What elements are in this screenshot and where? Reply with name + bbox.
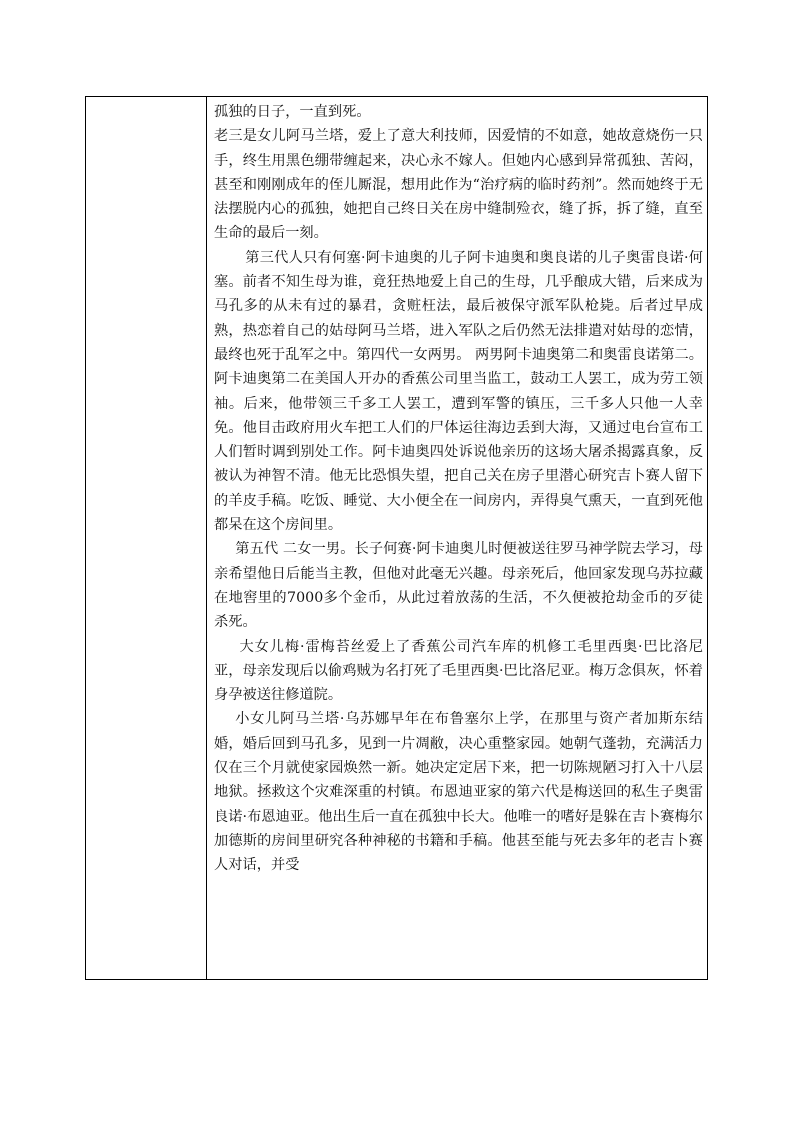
- table-left-cell: [86, 97, 207, 979]
- paragraph-1: 孤独的日子，一直到死。: [214, 104, 371, 120]
- paragraph-6: 小女儿阿马兰塔·乌苏娜早年在布鲁塞尔上学，在那里与资产者加斯东结婚，婚后回到马孔多，见到一片凋敝，决心重整家园。她朝气蓬勃，充满活力仅在三个月就使家园焕然一新。她决定定居下来，把一切陈规陋习打入十八层地狱。拯救这个灾难深重的村镇。布恩迪亚家的第六代是梅送回的私生子奥雷良诺·布恩迪亚。他出生后一直在孤独中长大。他唯一的嗜好是躲在吉卜赛梅尔加德斯的房间里研究各种神秘的书籍和手稿。他甚至能与死去多年的老吉卜赛人对话，并受: [214, 711, 703, 874]
- table-content-cell: [208, 97, 707, 979]
- paragraph-2: 老三是女儿阿马兰塔，爱上了意大利技师，因爱情的不如意，她故意烧伤一只手，终生用黑色绷带缠起来，决心永不嫁人。但她内心感到异常孤独、苦闷，甚至和刚刚成年的侄儿厮混，想用此作为“治疗病的临时药剂”。然而她终于无法摆脱内心的孤独，她把自己终日关在房中缝制殓衣，缝了拆，拆了缝，直至生命的最后一刻。: [214, 128, 703, 242]
- paragraph-4: 第五代 二女一男。长子何赛·阿卡迪奥儿时便被送往罗马神学院去学习，母亲希望他日后能当主教，但他对此毫无兴趣。母亲死后，他回家发现乌苏拉藏在地窖里的7000多个金币，从此过着放荡的生活，不久便被抢劫金币的歹徒杀死。: [214, 541, 703, 631]
- paragraph-5: 大女儿梅·雷梅苔丝爱上了香蕉公司汽车库的机修工毛里西奥·巴比洛尼亚，母亲发现后以偷鸡贼为名打死了毛里西奥·巴比洛尼亚。梅万念俱灰，怀着身孕被送往修道院。: [214, 638, 703, 704]
- document-table: [85, 96, 708, 980]
- paragraph-3: 第三代人只有何塞·阿卡迪奥的儿子阿卡迪奥和奥良诺的儿子奥雷良诺·何塞。前者不知生母为谁，竟狂热地爱上自己的生母，几乎酿成大错，后来成为马孔多的从未有过的暴君，贪赃枉法，最后被保守派军队枪毙。后者过早成熟，热恋着自己的姑母阿马兰塔，进入军队之后仍然无法排遣对姑母的恋情，最终也死于乱军之中。第四代一女两男。 两男阿卡迪奥第二和奥雷良诺第二。阿卡迪奥第二在美国人开办的香蕉公司里当监工，鼓动工人罢工，成为劳工领袖。后来，他带领三千多工人罢工，遭到军警的镇压，三千多人只他一人幸免。他目击政府用火车把工人们的尸体运往海边丢到大海，又通过电台宣布工人们暂时调到别处工作。阿卡迪奥四处诉说他亲历的这场大屠杀揭露真象，反被认为神智不清。他无比恐惧失望，把自己关在房子里潜心研究吉卜赛人留下的羊皮手稿。吃饭、睡觉、大小便全在一间房内，弄得臭气熏天，一直到死他都呆在这个房间里。: [214, 249, 703, 534]
